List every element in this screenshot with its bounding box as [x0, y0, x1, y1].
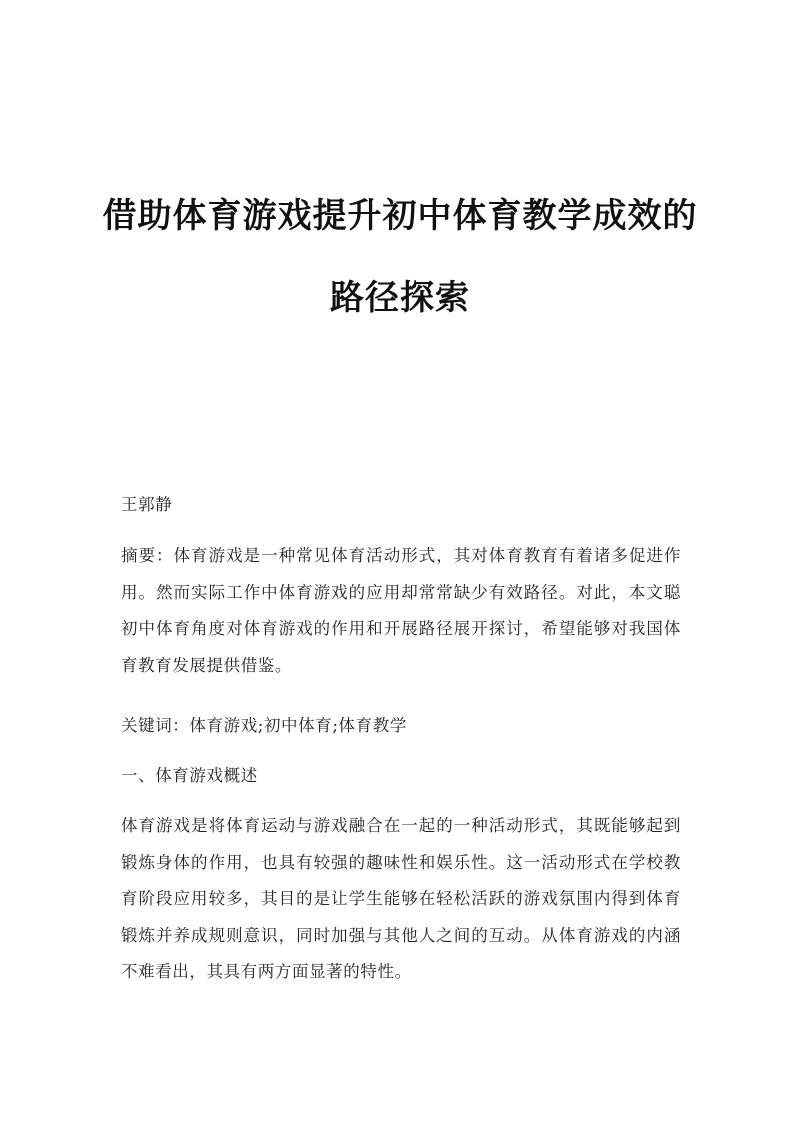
- keywords-line: 关键词：体育游戏;初中体育;体育教学: [121, 716, 407, 735]
- document-title-line-2: 路径探索: [330, 278, 470, 318]
- section-heading: 一、体育游戏概述: [121, 766, 258, 785]
- body-paragraph: 体育游戏是将体育运动与游戏融合在一起的一种活动形式，其既能够起到锻炼身体的作用，也具有较强的趣味性和娱乐性。这一活动形式在学校教育阶段应用较多，其目的是让学生能够在轻松活跃的游戏氛围内得到体育锻炼并养成规则意识，同时加强与其他人之间的互动。从体育游戏的内涵不难看出，其具有两方面显著的特性。: [121, 816, 681, 981]
- abstract-paragraph: 摘要：体育游戏是一种常见体育活动形式，其对体育教育有着诸多促进作用。然而实际工作中体育游戏的应用却常常缺少有效路径。对此，本文聪初中体育角度对体育游戏的作用和开展路径展开探讨，希望能够对我国体育教育发展提供借鉴。: [121, 546, 681, 675]
- author-name: 王郭静: [121, 495, 173, 514]
- document-title-line-1: 借助体育游戏提升初中体育教学成效的: [102, 196, 698, 236]
